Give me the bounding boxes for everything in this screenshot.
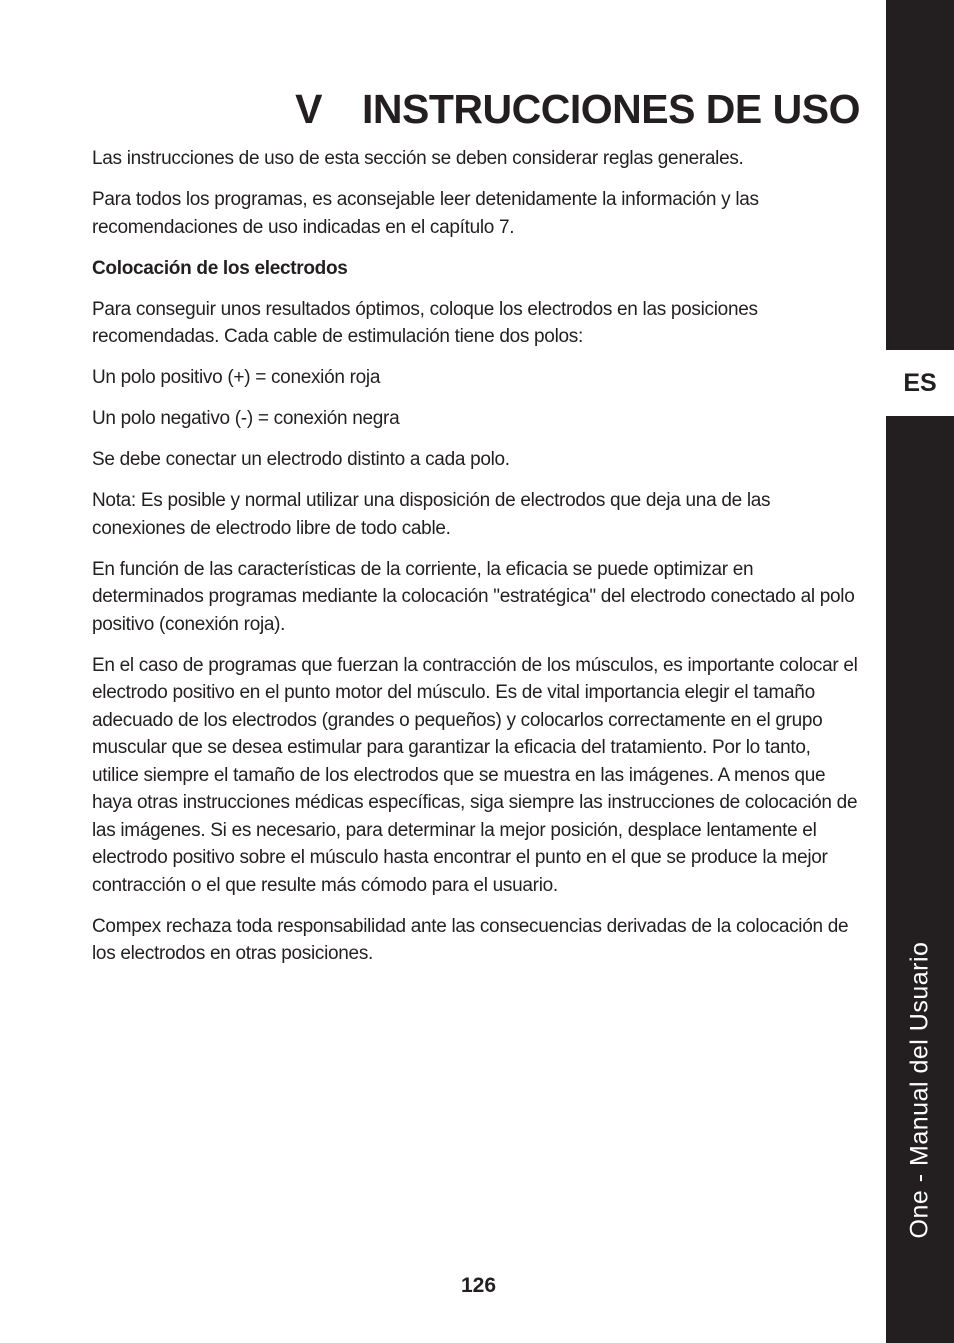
page-number-container	[0, 1272, 954, 1300]
paragraph-connect-electrode: Se debe conectar un electrodo distinto a cada polo.	[92, 449, 510, 470]
subheading-electrode-placement: Colocación de los electrodos	[92, 257, 348, 279]
language-tab	[886, 350, 954, 416]
paragraph-negative-pole: Un polo negativo (-) = conexión negra	[92, 408, 400, 429]
page-number: 126	[460, 1274, 497, 1297]
paragraph-muscle-contraction: En el caso de programas que fuerzan la contracción de los músculos, es importante colocar el electrodo positivo en el punto motor del músculo. Es de vital importancia elegir el tamaño adecuado de los electrodos (grandes o pequeños) y colocarlos correctamente en el grupo muscular que se desea estimular para garantizar la eficacia del tratamiento. Por lo tanto, utilice siempre el tamaño de los electrodos que se muestra en las imágenes. A menos que haya otras instrucciones médicas específicas, siga siempre las instrucciones de colocación de las imágenes. Si es necesario, para determinar la mejor posición, desplace lentamente el electrodo positivo sobre el músculo hasta encontrar el punto en el que se produce la mejor contracción o el que resulte más cómodo para el usuario.	[92, 654, 858, 896]
paragraph-read-info: Para todos los programas, es aconsejable leer detenidamente la información y las recomendaciones de uso indicadas en el capítulo 7.	[92, 189, 759, 238]
page-title	[92, 83, 860, 135]
body-content	[92, 145, 860, 981]
paragraph-general-rules: Las instrucciones de uso de esta sección se deben considerar reglas generales.	[92, 148, 744, 169]
paragraph-note: Nota: Es posible y normal utilizar una disposición de electrodos que deja una de las conexiones de electrodo libre de todo cable.	[92, 490, 771, 539]
section-title: INSTRUCCIONES DE USO	[362, 86, 860, 132]
paragraph-disclaimer: Compex rechaza toda responsabilidad ante las consecuencias derivadas de la colocación de los electrodos en otras posiciones.	[92, 915, 849, 964]
paragraph-positive-pole: Un polo positivo (+) = conexión roja	[92, 367, 381, 388]
paragraph-efficacy: En función de las características de la corriente, la eficacia se puede optimizar en determinados programas mediante la colocación "estratégica" del electrodo conectado al polo positivo (conexión roja).	[92, 558, 855, 635]
section-number: V	[295, 86, 322, 132]
paragraph-optimal-results: Para conseguir unos resultados óptimos, coloque los electrodos en las posiciones recomendadas. Cada cable de estimulación tiene dos polos:	[92, 298, 758, 347]
manual-title-vertical: One - Manual del Usuario	[905, 941, 934, 1239]
language-label: ES	[903, 368, 937, 397]
sidebar-top-band	[886, 0, 954, 350]
